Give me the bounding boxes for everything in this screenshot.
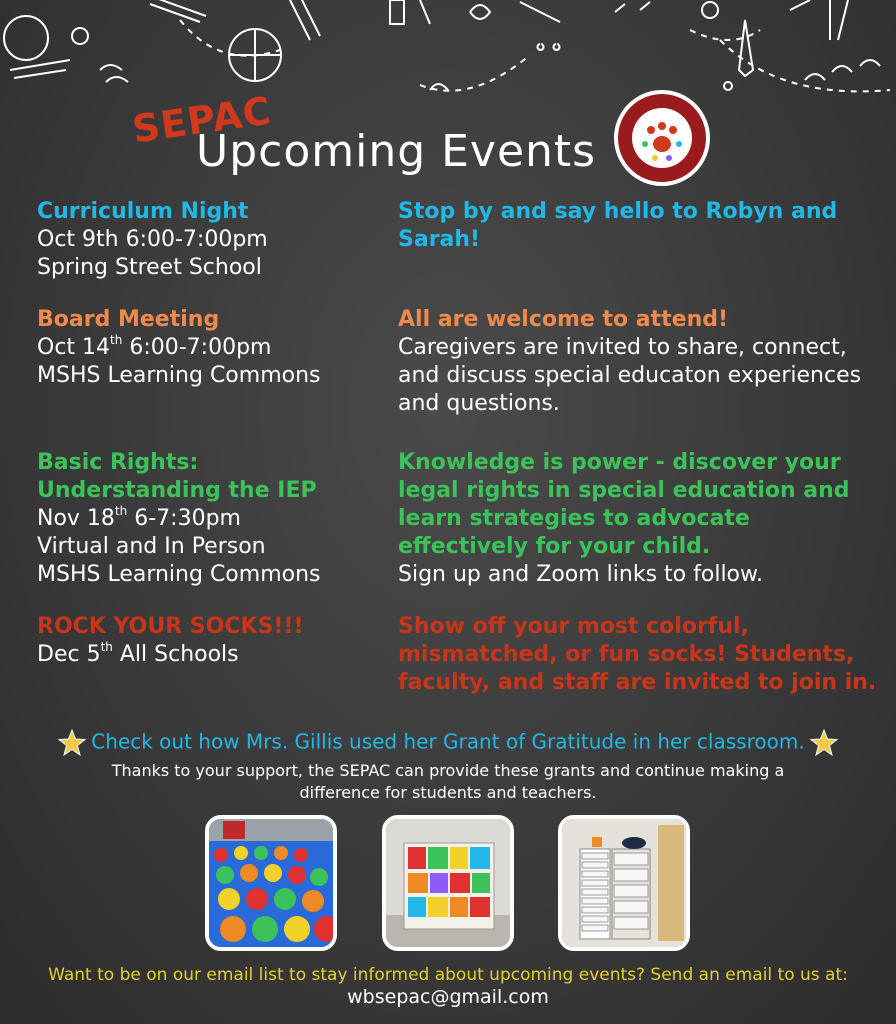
event-description-line: Caregivers are invited to share, connect, bbox=[398, 335, 847, 360]
event-highlight: Sarah! bbox=[398, 227, 481, 252]
event-date-time: All Schools bbox=[112, 642, 239, 667]
event-highlight: Show off your most colorful, bbox=[398, 614, 749, 639]
event-rock-your-socks bbox=[37, 613, 397, 669]
event-date-time: 6-7:30pm bbox=[127, 506, 241, 531]
thanks-line: Thanks to your support, the SEPAC can provide these grants and continue making a bbox=[111, 761, 785, 780]
event-title: Curriculum Night bbox=[37, 199, 249, 224]
thanks-text bbox=[80, 760, 816, 804]
event-highlight: Stop by and say hello to Robyn and bbox=[398, 199, 838, 224]
event-curriculum-night-description bbox=[398, 198, 883, 254]
event-date bbox=[37, 505, 397, 533]
classroom-rug-photo bbox=[205, 815, 337, 951]
footer-email-address[interactable]: wbsepac@gmail.com bbox=[347, 986, 549, 1008]
header bbox=[0, 88, 896, 198]
thanks-line: difference for students and teachers. bbox=[299, 783, 597, 802]
event-highlight: effectively for your child. bbox=[398, 534, 711, 559]
event-rock-your-socks-description bbox=[398, 613, 883, 697]
sepac-brand: SEPAC bbox=[129, 88, 275, 152]
event-description-line: and discuss special educaton experiences bbox=[398, 363, 862, 388]
event-date-suffix: th bbox=[100, 639, 113, 654]
event-board-meeting bbox=[37, 306, 397, 390]
event-highlight: mismatched, or fun socks! Students, bbox=[398, 642, 855, 667]
event-title: Understanding the IEP bbox=[37, 478, 317, 503]
star-icon bbox=[809, 728, 839, 758]
event-date-day: Oct 14 bbox=[37, 335, 111, 360]
event-highlight: legal rights in special education and bbox=[398, 478, 850, 503]
west-bridgewater-sepac-logo bbox=[607, 88, 717, 188]
event-date-suffix: th bbox=[114, 503, 128, 518]
page-title: Upcoming Events bbox=[196, 126, 597, 177]
event-date-suffix: th bbox=[110, 332, 123, 347]
event-title: Basic Rights: bbox=[37, 450, 199, 475]
event-location: MSHS Learning Commons bbox=[37, 363, 321, 388]
footer-email-invite: Want to be on our email list to stay informed about upcoming events? Send an email to us at: bbox=[48, 965, 848, 985]
event-date bbox=[37, 641, 397, 669]
event-date: Oct 9th 6:00-7:00pm bbox=[37, 227, 268, 252]
event-date bbox=[37, 334, 397, 362]
event-highlight: Knowledge is power - discover your bbox=[398, 450, 841, 475]
event-title: Board Meeting bbox=[37, 307, 220, 332]
bookshelf-photo bbox=[382, 815, 514, 951]
event-location: Spring Street School bbox=[37, 255, 262, 280]
event-location: Virtual and In Person bbox=[37, 534, 266, 559]
event-date-day: Dec 5 bbox=[37, 642, 101, 667]
event-highlight: faculty, and staff are invited to join in. bbox=[398, 670, 877, 695]
event-highlight: learn strategies to advocate bbox=[398, 506, 750, 531]
event-curriculum-night bbox=[37, 198, 397, 282]
event-description-line: Sign up and Zoom links to follow. bbox=[398, 562, 763, 587]
event-description-line: and questions. bbox=[398, 391, 560, 416]
event-board-meeting-description bbox=[398, 306, 883, 418]
event-date-day: Nov 18 bbox=[37, 506, 115, 531]
gratitude-text: Check out how Mrs. Gillis used her Grant of Gratitude in her classroom. bbox=[91, 729, 805, 754]
event-basic-rights bbox=[37, 449, 397, 589]
event-highlight: All are welcome to attend! bbox=[398, 307, 729, 332]
event-basic-rights-description bbox=[398, 449, 883, 589]
event-location: MSHS Learning Commons bbox=[37, 562, 321, 587]
event-title: ROCK YOUR SOCKS!!! bbox=[37, 614, 304, 639]
storage-cart-photo bbox=[558, 815, 690, 951]
event-date-time: 6:00-7:00pm bbox=[122, 335, 272, 360]
star-icon bbox=[57, 728, 87, 758]
gratitude-headline bbox=[0, 728, 896, 758]
